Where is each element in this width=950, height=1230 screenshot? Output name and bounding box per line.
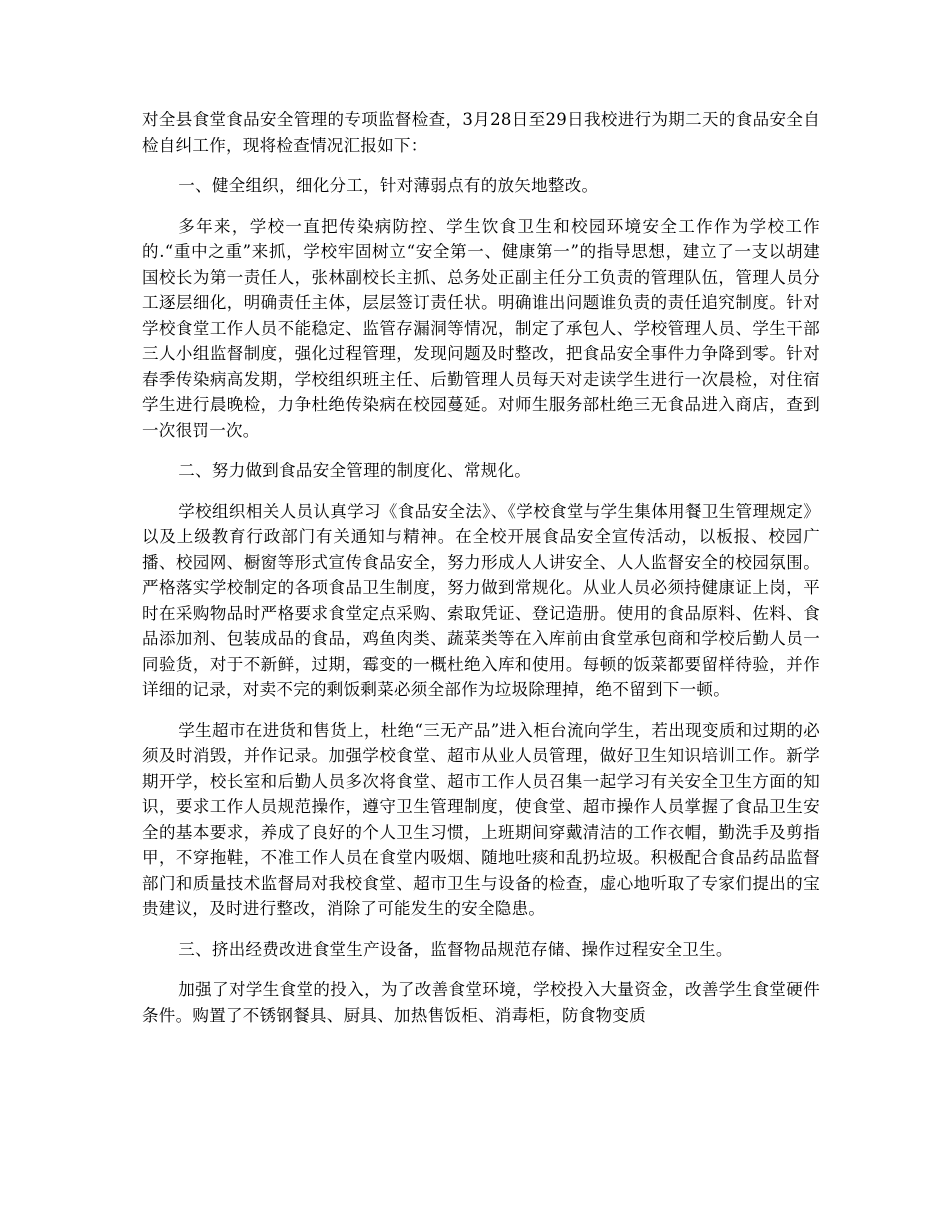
- paragraph-section-2a: 学校组织相关人员认真学习《食品安全法》、《学校食堂与学生集体用餐卫生管理规定》以及上级教育行政部门有关通知与精神。在全校开展食品安全宣传活动，以板报、校园广播、校园网、橱窗等形式宣传食品安全，努力形成人人讲安全、人人监督安全的校园氛围。严格落实学校制定的各项食品卫生制度，努力做到常规化。从业人员必须持健康证上岗，平时在采购物品时严格要求食堂定点采购、索取凭证、登记造册。使用的食品原料、佐料、食品添加剂、包装成品的食品，鸡鱼肉类、蔬菜类等在入库前由食堂承包商和学校后勤人员一同验货，对于不新鲜，过期，霉变的一概杜绝入库和使用。每顿的饭菜都要留样待验，并作详细的记录，对卖不完的剩饭剩菜必须全部作为垃圾除理掉，绝不留到下一顿。: [142, 501, 820, 699]
- section-heading-3: 三、挤出经费改进食堂生产设备，监督物品规范存储、操作过程安全卫生。: [178, 939, 733, 959]
- section-heading-1: 一、健全组织，细化分工，针对薄弱点有的放矢地整改。: [178, 176, 599, 195]
- paragraph-section-3: 加强了对学生食堂的投入，为了改善食堂环境，学校投入大量资金，改善学生食堂硬件条件。购置了不锈钢餐具、厨具、加热售饭柜、消毒柜，防食物变质: [142, 980, 820, 1025]
- paragraph-section-1: 多年来，学校一直把传染病防控、学生饮食卫生和校园环境安全工作作为学校工作的.“重中之重”来抓，学校牢固树立“安全第一、健康第一”的指导思想，建立了一支以胡建国校长为第一责任人，张林副校长主抓、总务处正副主任分工负责的管理队伍，管理人员分工逐层细化，明确责任主体，层层签订责任状。明确谁出问题谁负责的责任追究制度。针对学校食堂工作人员不能稳定、监管存漏洞等情况，制定了承包人、学校管理人员、学生干部三人小组监督制度，强化过程管理，发现问题及时整改，把食品安全事件力争降到零。针对春季传染病高发期，学校组织班主任、后勤管理人员每天对走读学生进行一次晨检，对住宿学生进行晨晚检，力争杜绝传染病在校园蔓延。对师生服务部杜绝三无食品进入商店，查到一次很罚一次。: [142, 216, 820, 440]
- paragraph-intro: 对全县食堂食品安全管理的专项监督检查，3月28日至29日我校进行为期二天的食品安全自检自纠工作，现将检查情况汇报如下：: [142, 110, 820, 155]
- section-heading-2: 二、努力做到食品安全管理的制度化、常规化。: [178, 461, 532, 480]
- paragraph-section-2b: 学生超市在进货和售货上，杜绝“三无产品”进入柜台流向学生，若出现变质和过期的必须及时消毁，并作记录。加强学校食堂、超市从业人员管理，做好卫生知识培训工作。新学期开学，校长室和后勤人员多次将食堂、超市工作人员召集一起学习有关安全卫生方面的知识，要求工作人员规范操作，遵守卫生管理制度，使食堂、超市操作人员掌握了食品卫生安全的基本要求，养成了良好的个人卫生习惯，上班期间穿戴清洁的工作衣帽，勤洗手及剪指甲，不穿拖鞋，不准工作人员在食堂内吸烟、随地吐痰和乱扔垃圾。积极配合食品药品监督部门和质量技术监督局对我校食堂、超市卫生与设备的检查，虚心地听取了专家们提出的宝贵建议，及时进行整改，消除了可能发生的安全隐患。: [142, 720, 820, 918]
- document-page: [142, 105, 820, 1043]
